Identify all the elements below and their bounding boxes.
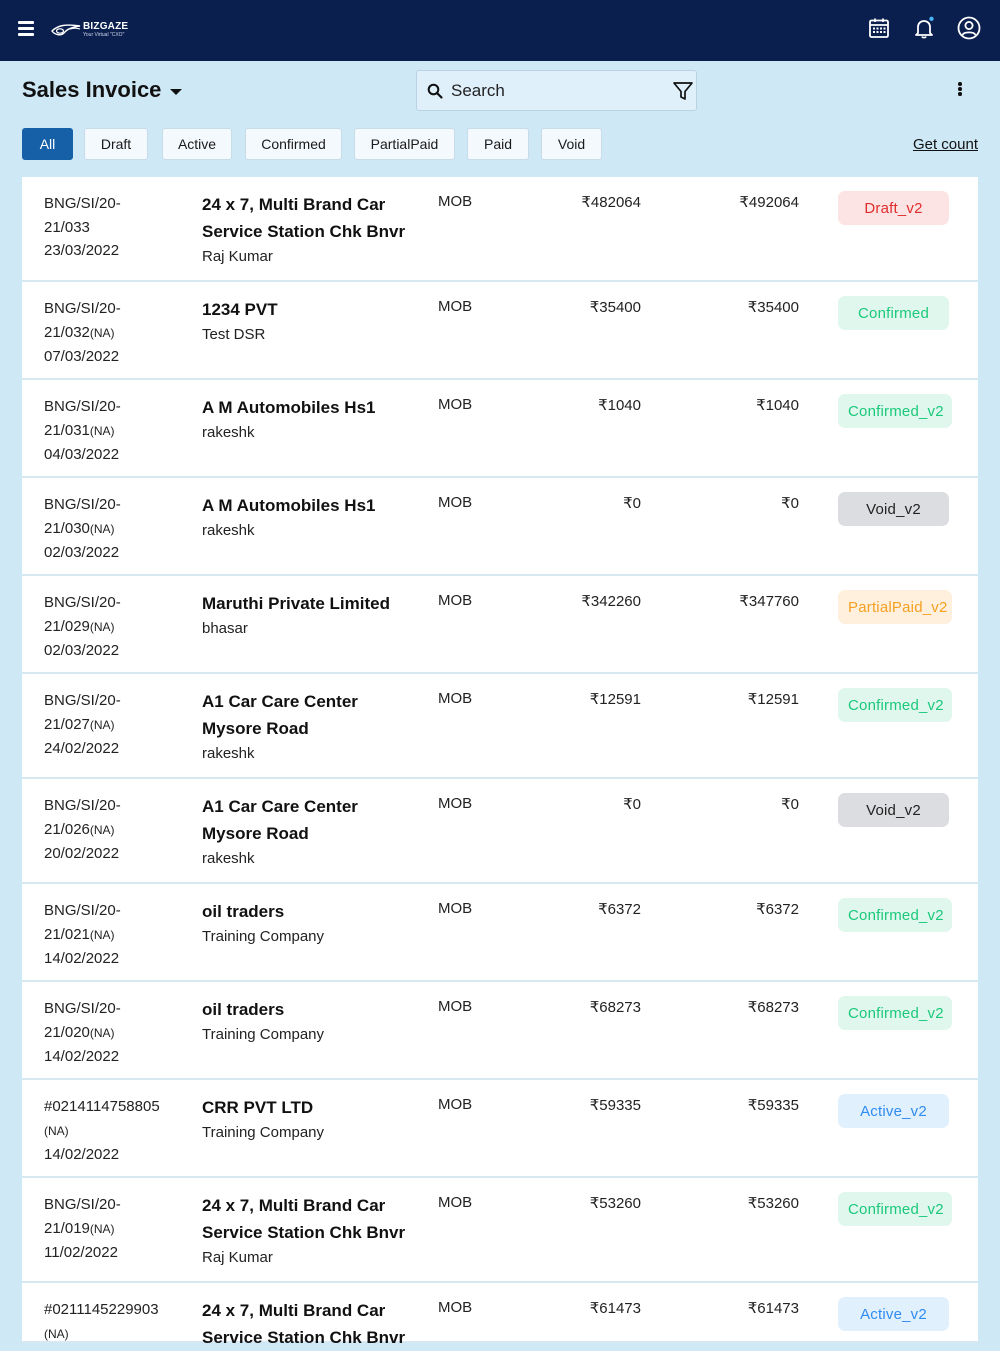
invoice-reference <box>44 1193 184 1265</box>
invoice-number-suffix: 21/031 <box>44 421 90 439</box>
invoice-number-line <box>44 923 184 948</box>
invoice-date: 02/03/2022 <box>44 544 120 561</box>
invoice-number-suffix: 21/020 <box>44 1023 90 1041</box>
na-tag: (NA) <box>89 822 115 837</box>
invoice-row[interactable] <box>22 1283 978 1347</box>
source-label: MOB <box>438 193 473 210</box>
na-tag: (NA) <box>89 325 115 340</box>
search-icon <box>427 83 443 99</box>
invoice-reference <box>44 794 184 866</box>
filter-chip-void[interactable]: Void <box>541 128 602 160</box>
customer-name: 24 x 7, Multi Brand Car <box>202 1301 386 1320</box>
invoice-amount: ₹482064 <box>581 194 641 211</box>
invoice-total: ₹0 <box>781 796 799 813</box>
invoice-number-suffix: 21/026 <box>44 820 90 838</box>
logo-mark-icon <box>50 20 82 40</box>
invoice-row[interactable] <box>22 478 978 576</box>
invoice-number-suffix: 21/021 <box>44 925 90 943</box>
contact-name: Training Company <box>202 1124 324 1141</box>
customer-info <box>202 1192 412 1269</box>
invoice-reference <box>44 192 184 263</box>
invoice-row[interactable] <box>22 576 978 674</box>
customer-info <box>202 590 412 640</box>
status-badge: Confirmed_v2 <box>838 898 952 932</box>
status-badge: PartialPaid_v2 <box>838 590 952 624</box>
customer-info <box>202 898 412 948</box>
invoice-number: BNG/SI/20- <box>44 1196 121 1213</box>
source-label: MOB <box>438 900 473 917</box>
invoice-reference <box>44 689 184 761</box>
customer-info <box>202 296 412 346</box>
invoice-number-line <box>44 216 184 240</box>
invoice-reference <box>44 297 184 369</box>
customer-info <box>202 793 412 870</box>
filter-chip-partialpaid[interactable]: PartialPaid <box>354 128 455 160</box>
search-bar <box>416 70 697 111</box>
invoice-number: BNG/SI/20- <box>44 902 121 919</box>
customer-name: CRR PVT LTD <box>202 1098 314 1117</box>
invoice-number-suffix: 21/033 <box>44 218 90 236</box>
invoice-reference <box>44 1298 184 1346</box>
invoice-total: ₹12591 <box>747 691 799 708</box>
search-input[interactable] <box>451 81 672 101</box>
invoice-reference <box>44 591 184 663</box>
customer-name: A M Automobiles Hs1 <box>202 398 376 417</box>
customer-name: A M Automobiles Hs1 <box>202 496 376 515</box>
invoice-amount: ₹1040 <box>598 397 641 414</box>
invoice-number-suffix: 21/032 <box>44 323 90 341</box>
source-label: MOB <box>438 998 473 1015</box>
invoice-number-suffix: 21/030 <box>44 519 90 537</box>
invoice-reference <box>44 899 184 971</box>
invoice-number-suffix: 21/019 <box>44 1219 90 1237</box>
filter-chip-all[interactable]: All <box>22 128 73 160</box>
invoice-amount: ₹342260 <box>581 593 641 610</box>
invoice-date: 23/03/2022 <box>44 242 120 259</box>
customer-name: Maruthi Private Limited <box>202 594 390 613</box>
na-tag: (NA) <box>89 423 115 438</box>
invoice-date: 02/03/2022 <box>44 642 120 659</box>
invoice-date: 14/02/2022 <box>44 1146 120 1163</box>
invoice-date: 20/02/2022 <box>44 845 120 862</box>
contact-name: Test DSR <box>202 326 266 343</box>
invoice-amount: ₹53260 <box>589 1195 641 1212</box>
invoice-amount: ₹61473 <box>589 1300 641 1317</box>
na-tag: (NA) <box>44 1123 69 1138</box>
page-title-text: Sales Invoice <box>22 77 162 102</box>
invoice-reference <box>44 395 184 467</box>
invoice-list <box>22 177 978 1347</box>
contact-name: rakeshk <box>202 745 255 762</box>
customer-name: Service Station Chk Bnvr <box>202 1328 406 1347</box>
invoice-reference <box>44 1095 184 1167</box>
invoice-reference <box>44 997 184 1069</box>
status-badge: Confirmed <box>838 296 949 330</box>
customer-info <box>202 492 412 542</box>
invoice-number-line <box>44 1322 184 1347</box>
status-badge: Confirmed_v2 <box>838 996 952 1030</box>
customer-info <box>202 394 412 444</box>
customer-name: 24 x 7, Multi Brand Car <box>202 195 386 214</box>
invoice-number: BNG/SI/20- <box>44 398 121 415</box>
invoice-total: ₹6372 <box>756 901 799 918</box>
invoice-total: ₹0 <box>781 495 799 512</box>
source-label: MOB <box>438 396 473 413</box>
invoice-row[interactable] <box>22 1178 978 1283</box>
invoice-total: ₹1040 <box>756 397 799 414</box>
invoice-number-line <box>44 419 184 444</box>
invoice-row[interactable] <box>22 884 978 982</box>
invoice-number-line <box>44 713 184 738</box>
source-label: MOB <box>438 795 473 812</box>
invoice-date: 11/02/2022 <box>44 1244 118 1261</box>
contact-name: rakeshk <box>202 522 255 539</box>
page-title[interactable] <box>22 77 182 103</box>
invoice-number: #0211145229903 <box>44 1301 159 1318</box>
status-badge: Confirmed_v2 <box>838 394 952 428</box>
invoice-number-suffix: 21/027 <box>44 715 90 733</box>
contact-name: rakeshk <box>202 424 255 441</box>
customer-name: Service Station Chk Bnvr <box>202 1223 406 1242</box>
source-label: MOB <box>438 1194 473 1211</box>
status-badge: Void_v2 <box>838 793 949 827</box>
invoice-row[interactable] <box>22 177 978 282</box>
invoice-amount: ₹6372 <box>598 901 641 918</box>
calendar-icon[interactable] <box>867 16 891 40</box>
customer-name: A1 Car Care Center <box>202 797 358 816</box>
filter-chip-draft[interactable]: Draft <box>84 128 148 160</box>
source-label: MOB <box>438 494 473 511</box>
top-app-bar <box>0 0 1000 61</box>
invoice-amount: ₹0 <box>623 796 641 813</box>
invoice-date: 14/02/2022 <box>44 950 120 967</box>
contact-name: Training Company <box>202 928 324 945</box>
filter-chip-active[interactable]: Active <box>162 128 232 160</box>
customer-name: 24 x 7, Multi Brand Car <box>202 1196 386 1215</box>
invoice-number: BNG/SI/20- <box>44 692 121 709</box>
invoice-row[interactable] <box>22 779 978 884</box>
invoice-date: 14/02/2022 <box>44 1048 120 1065</box>
contact-name: rakeshk <box>202 850 255 867</box>
menu-icon[interactable] <box>18 21 34 35</box>
invoice-amount: ₹68273 <box>589 999 641 1016</box>
invoice-amount: ₹59335 <box>589 1097 641 1114</box>
invoice-total: ₹61473 <box>747 1300 799 1317</box>
status-badge: Confirmed_v2 <box>838 1192 952 1226</box>
na-tag: (NA) <box>89 521 115 536</box>
invoice-number-line <box>44 818 184 843</box>
customer-info <box>202 191 412 268</box>
contact-name: Raj Kumar <box>202 248 273 265</box>
na-tag: (NA) <box>89 1221 115 1236</box>
customer-info <box>202 1297 412 1351</box>
invoice-number: BNG/SI/20- <box>44 195 121 212</box>
invoice-date: 04/03/2022 <box>44 446 120 463</box>
filter-icon[interactable] <box>672 80 694 102</box>
source-label: MOB <box>438 1299 473 1316</box>
customer-info <box>202 996 412 1046</box>
invoice-number: BNG/SI/20- <box>44 594 121 611</box>
invoice-number: BNG/SI/20- <box>44 300 121 317</box>
invoice-number-line <box>44 517 184 542</box>
customer-name: 1234 PVT <box>202 300 278 319</box>
invoice-total: ₹347760 <box>739 593 799 610</box>
status-badge: Draft_v2 <box>838 191 949 225</box>
invoice-total: ₹53260 <box>747 1195 799 1212</box>
logo-name: BIZGAZE <box>83 21 129 32</box>
source-label: MOB <box>438 592 473 609</box>
invoice-number-line <box>44 1021 184 1046</box>
invoice-amount: ₹35400 <box>589 299 641 316</box>
customer-info <box>202 688 412 765</box>
invoice-row[interactable] <box>22 380 978 478</box>
invoice-number-line <box>44 1119 184 1144</box>
contact-name: bhasar <box>202 620 248 637</box>
invoice-row[interactable] <box>22 282 978 380</box>
na-tag: (NA) <box>89 1025 115 1040</box>
invoice-number: BNG/SI/20- <box>44 797 121 814</box>
customer-name: oil traders <box>202 1000 285 1019</box>
chevron-down-icon[interactable] <box>170 89 182 95</box>
invoice-number-line <box>44 1217 184 1242</box>
contact-name: Raj Kumar <box>202 1249 273 1266</box>
customer-info <box>202 1094 412 1144</box>
invoice-number-line <box>44 615 184 640</box>
status-badge: Active_v2 <box>838 1094 949 1128</box>
invoice-total: ₹68273 <box>747 999 799 1016</box>
na-tag: (NA) <box>44 1326 69 1341</box>
na-tag: (NA) <box>89 927 115 942</box>
customer-name: Mysore Road <box>202 719 309 738</box>
invoice-date: 24/02/2022 <box>44 740 120 757</box>
customer-name: Service Station Chk Bnvr <box>202 222 406 241</box>
source-label: MOB <box>438 690 473 707</box>
app-logo[interactable] <box>50 18 128 42</box>
logo-tagline: Your Virtual "CXO" <box>83 32 125 38</box>
invoice-total: ₹35400 <box>747 299 799 316</box>
source-label: MOB <box>438 298 473 315</box>
invoice-number-suffix: 21/029 <box>44 617 90 635</box>
filter-chip-confirmed[interactable]: Confirmed <box>245 128 342 160</box>
contact-name: Training Company <box>202 1026 324 1043</box>
invoice-row[interactable] <box>22 982 978 1080</box>
invoice-row[interactable] <box>22 674 978 779</box>
invoice-number: BNG/SI/20- <box>44 496 121 513</box>
invoice-amount: ₹0 <box>623 495 641 512</box>
customer-name: A1 Car Care Center <box>202 692 358 711</box>
invoice-amount: ₹12591 <box>589 691 641 708</box>
status-badge: Active_v2 <box>838 1297 949 1331</box>
customer-name: oil traders <box>202 902 285 921</box>
na-tag: (NA) <box>89 619 115 634</box>
user-account-icon[interactable] <box>957 16 981 40</box>
invoice-number-line <box>44 321 184 346</box>
invoice-number: #0214114758805 <box>44 1098 160 1115</box>
notification-bell-icon[interactable] <box>912 16 936 40</box>
invoice-date: 07/03/2022 <box>44 348 120 365</box>
filter-chip-paid[interactable]: Paid <box>467 128 529 160</box>
get-count-link[interactable]: Get count <box>912 136 978 153</box>
invoice-total: ₹59335 <box>747 1097 799 1114</box>
invoice-total: ₹492064 <box>739 194 799 211</box>
status-badge: Void_v2 <box>838 492 949 526</box>
invoice-row[interactable] <box>22 1080 978 1178</box>
na-tag: (NA) <box>89 717 115 732</box>
invoice-reference <box>44 493 184 565</box>
more-options-icon[interactable] <box>954 82 966 100</box>
customer-name: Mysore Road <box>202 824 309 843</box>
source-label: MOB <box>438 1096 473 1113</box>
invoice-number: BNG/SI/20- <box>44 1000 121 1017</box>
status-badge: Confirmed_v2 <box>838 688 952 722</box>
